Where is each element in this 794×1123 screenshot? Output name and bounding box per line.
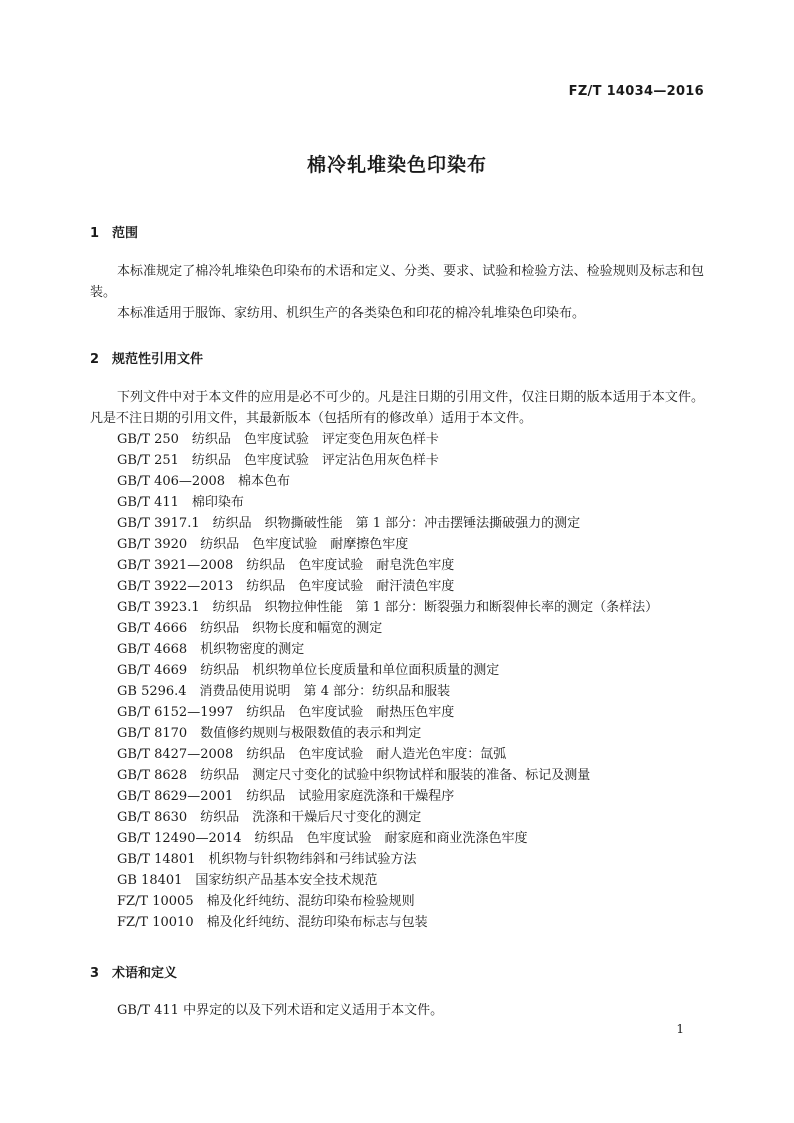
scope-paragraph-2: 本标准适用于服饰、家纺用、机织生产的各类染色和印花的棉冷轧堆染色印染布。 xyxy=(117,306,586,321)
reference-list xyxy=(117,429,658,933)
reference-item: FZ/T 10005 棉及化纤纯纺、混纺印染布检验规则 xyxy=(117,894,415,909)
section-number: 3 xyxy=(90,966,100,981)
reference-item: GB/T 6152—1997 纺织品 色牢度试验 耐热压色牢度 xyxy=(117,705,455,720)
reference-item: GB/T 406—2008 棉本色布 xyxy=(117,474,291,489)
reference-item: GB/T 3920 纺织品 色牢度试验 耐摩擦色牢度 xyxy=(117,537,409,552)
reference-item: FZ/T 10010 棉及化纤纯纺、混纺印染布标志与包装 xyxy=(117,915,428,930)
reference-item: GB/T 3921—2008 纺织品 色牢度试验 耐皂洗色牢度 xyxy=(117,558,455,573)
document-title: 棉冷轧堆染色印染布 xyxy=(306,154,487,176)
reference-item: GB/T 3923.1 纺织品 织物拉伸性能 第 1 部分：断裂强力和断裂伸长率的测定（条样法） xyxy=(117,600,659,615)
reference-item: GB/T 3917.1 纺织品 织物撕破性能 第 1 部分：冲击摆锤法撕破强力的测定 xyxy=(117,516,581,531)
reference-item: GB 18401 国家纺织产品基本安全技术规范 xyxy=(117,873,378,888)
reference-item: GB/T 8628 纺织品 测定尺寸变化的试验中织物试样和服装的准备、标记及测量 xyxy=(117,768,591,783)
reference-item: GB/T 8427—2008 纺织品 色牢度试验 耐人造光色牢度：氙弧 xyxy=(117,747,507,762)
reference-item: GB/T 12490—2014 纺织品 色牢度试验 耐家庭和商业洗涤色牢度 xyxy=(117,831,528,846)
reference-item: GB/T 251 纺织品 色牢度试验 评定沾色用灰色样卡 xyxy=(117,453,439,468)
section-number: 2 xyxy=(90,352,100,367)
scope-paragraph-1: 本标准规定了棉冷轧堆染色印染布的术语和定义、分类、要求、试验和检验方法、检验规则及标志和包装。 xyxy=(90,264,704,300)
page-number: 1 xyxy=(676,1022,684,1036)
reference-item: GB/T 4669 纺织品 机织物单位长度质量和单位面积质量的测定 xyxy=(117,663,500,678)
standard-code: FZ/T 14034—2016 xyxy=(568,84,704,99)
section-title: 术语和定义 xyxy=(112,966,178,981)
reference-item: GB/T 250 纺织品 色牢度试验 评定变色用灰色样卡 xyxy=(117,432,439,447)
references-intro: 下列文件中对于本文件的应用是必不可少的。凡是注日期的引用文件，仅注日期的版本适用于本文件。凡是不注日期的引用文件，其最新版本（包括所有的修改单）适用于本文件。 xyxy=(90,390,704,426)
reference-item: GB 5296.4 消费品使用说明 第 4 部分：纺织品和服装 xyxy=(117,684,451,699)
section-3-heading xyxy=(90,962,177,981)
section-1-heading xyxy=(90,222,138,241)
section-title: 范围 xyxy=(112,226,139,241)
section-title: 规范性引用文件 xyxy=(112,352,204,367)
reference-item: GB/T 4668 机织物密度的测定 xyxy=(117,642,305,657)
section-number: 1 xyxy=(90,226,100,241)
reference-item: GB/T 4666 纺织品 织物长度和幅宽的测定 xyxy=(117,621,383,636)
reference-item: GB/T 411 棉印染布 xyxy=(117,495,244,510)
section-2-heading xyxy=(90,348,203,367)
reference-item: GB/T 8629—2001 纺织品 试验用家庭洗涤和干燥程序 xyxy=(117,789,455,804)
reference-item: GB/T 3922—2013 纺织品 色牢度试验 耐汗渍色牢度 xyxy=(117,579,455,594)
terms-paragraph: GB/T 411 中界定的以及下列术语和定义适用于本文件。 xyxy=(117,1003,444,1018)
reference-item: GB/T 8630 纺织品 洗涤和干燥后尺寸变化的测定 xyxy=(117,810,422,825)
reference-item: GB/T 14801 机织物与针织物纬斜和弓纬试验方法 xyxy=(117,852,417,867)
reference-item: GB/T 8170 数值修约规则与极限数值的表示和判定 xyxy=(117,726,422,741)
